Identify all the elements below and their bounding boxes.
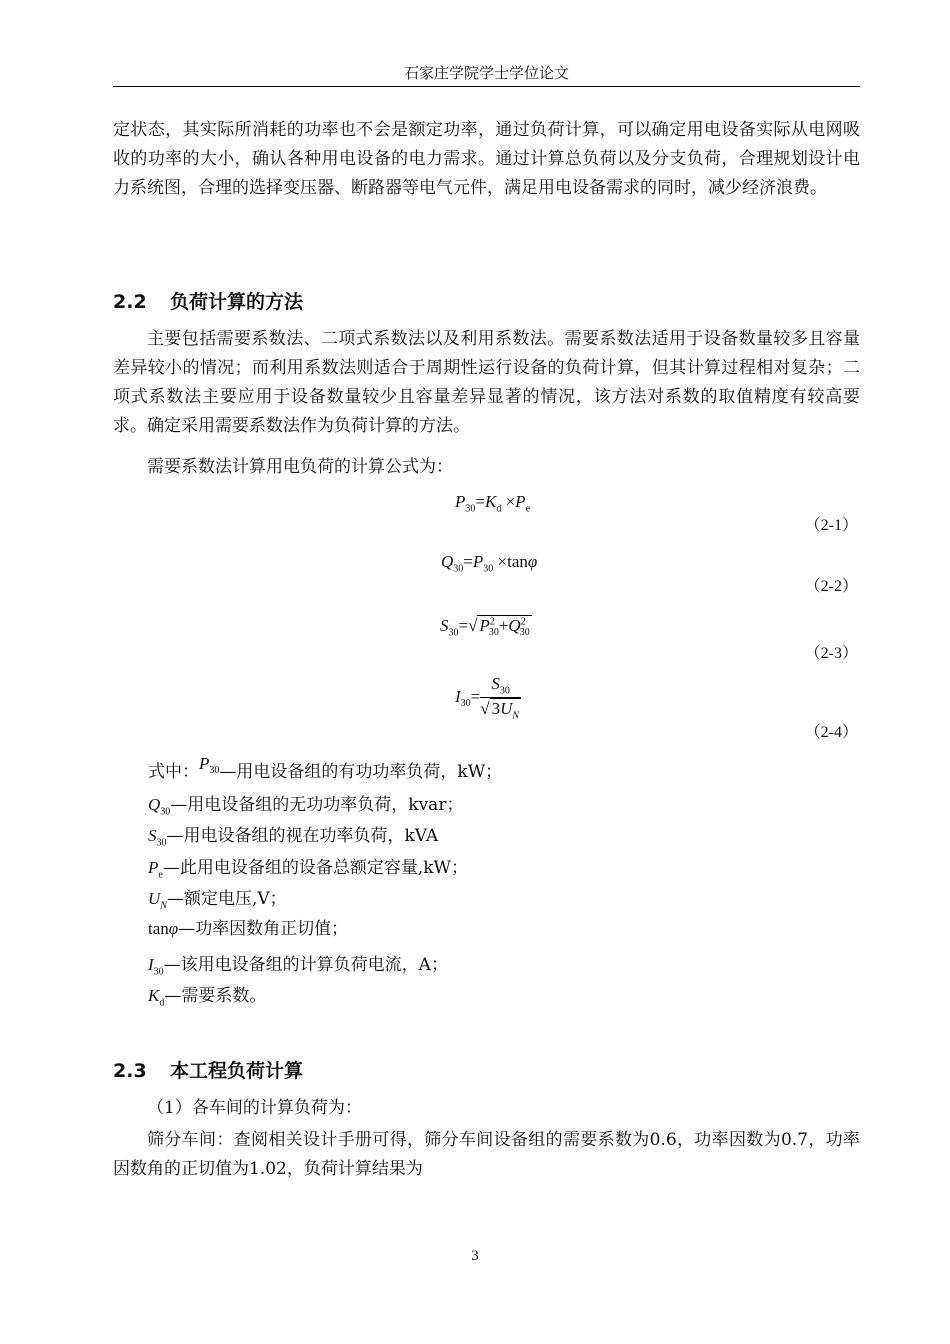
methods-paragraph: 主要包括需要系数法、二项式系数法以及利用系数法。需要系数法适用于设备数量较多且容量差异较小的情况；而利用系数法则适合于周期性运行设备的负荷计算，但其计算过程相对复杂；二项式系数法主要应用于设备数量较少且容量差异显著的情况，该方法对系数的取值精度有较高要求。确定采用需要系数法作为负荷计算的方法。 — [113, 329, 860, 436]
intro-paragraph: 定状态，其实际所消耗的功率也不会是额定功率，通过负荷计算，可以确定用电设备实际从电网吸收的功率的大小，确认各种用电设备的电力需求。通过计算总负荷以及分支负荷，合理规划设计电力系统图，合理的选择变压器、断路器等电气元件，满足用电设备需求的同时，减少经济浪费。 — [113, 120, 860, 198]
definition-tan: tanφ—功率因数角正切值； — [148, 919, 349, 939]
screening-paragraph: 筛分车间：查阅相关设计手册可得，筛分车间设备组的需要系数为0.6，功率因数为0.7，功率因数角的正切值为1.02，负荷计算结果为 — [113, 1130, 860, 1179]
equation-number-2-3: （2-3） — [804, 645, 858, 662]
definition-pe: $P_e—$此用电设备组的设备总额定容量,kW； — [148, 858, 469, 881]
definitions-prefix: 式中： — [148, 762, 199, 782]
definition-s30: $S_{30}—$用电设备组的视在功率负荷，kVA — [148, 826, 439, 849]
page-header: 石家庄学院学士学位论文 — [113, 62, 860, 87]
equation-2-3: $S_{30}=√$ $P^2_{30}+Q^2_{30}$ — [440, 616, 530, 639]
equation-number-2-1: （2-1） — [804, 517, 858, 534]
equation-2-2: $Q_{30}=P_{30} \times\tan\varphi$ — [441, 552, 538, 575]
section-title: 负荷计算的方法 — [170, 291, 304, 313]
definition-p30: 式中：$P_{30}—$用电设备组的有功功率负荷，kW； — [148, 754, 503, 782]
section-number: 2.2 — [113, 291, 147, 313]
equation-2-4: $I_{30}=$ $\frac{S_{30}}{√ 3U_N}$ — [455, 674, 520, 722]
page-number: 3 — [471, 1248, 479, 1264]
section-heading-2-3 — [113, 1056, 303, 1083]
equation-2-1: $P_{30}=K_d \times P_e$ — [455, 492, 531, 515]
equation-number-2-2: （2-2） — [804, 578, 858, 595]
definition-q30: $Q_{30}—$用电设备组的无功功率负荷，kvar； — [148, 795, 464, 818]
formula-intro: 需要系数法计算用电负荷的计算公式为： — [147, 457, 453, 477]
definition-kd: $K_d—$需要系数。 — [148, 986, 267, 1009]
section-number: 2.3 — [113, 1060, 147, 1082]
equation-number-2-4: （2-4） — [804, 724, 858, 741]
section-heading-2-2 — [113, 287, 303, 314]
section-title: 本工程负荷计算 — [170, 1060, 304, 1082]
item-1: （1）各车间的计算负荷为： — [147, 1098, 362, 1118]
definition-i30: $I_{30}—$该用电设备组的计算负荷电流，A； — [148, 955, 448, 978]
definition-un: $U_N—$额定电压,V； — [148, 889, 287, 912]
